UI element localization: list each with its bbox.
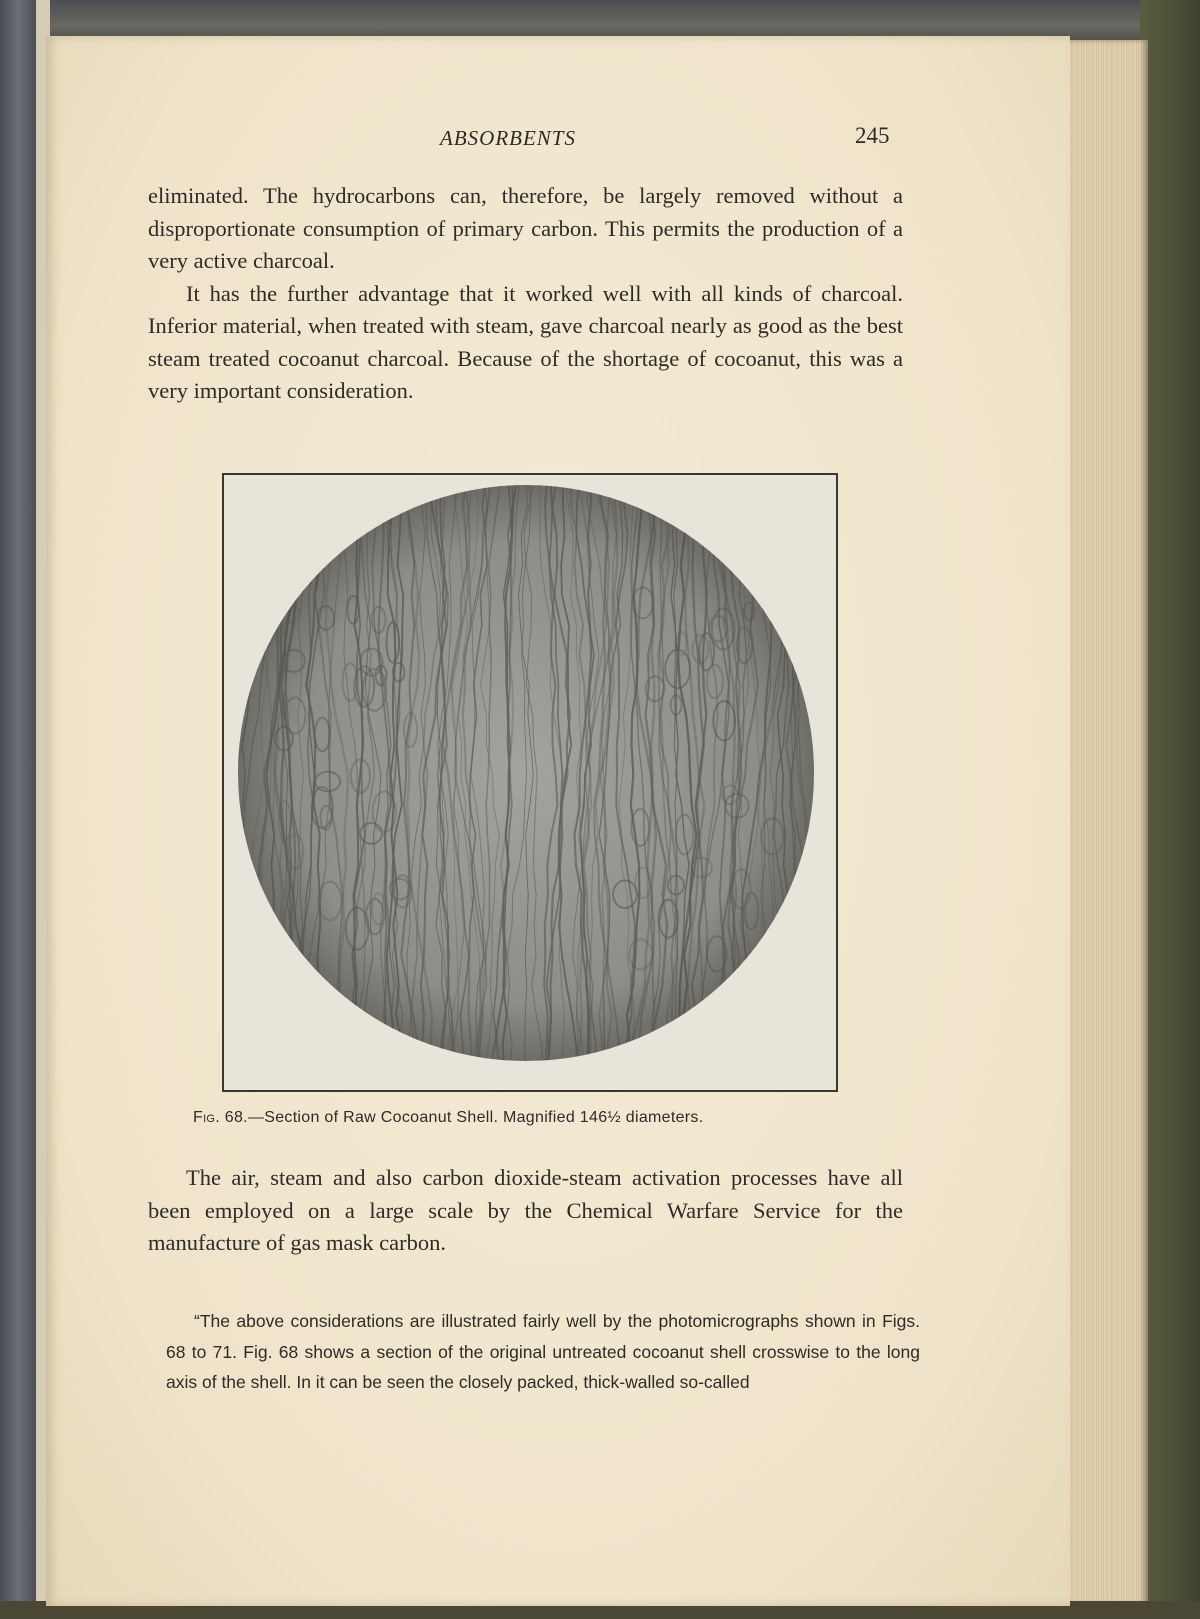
page-number: 245 — [855, 123, 890, 148]
page-stack-edges — [1062, 40, 1148, 1605]
paragraph: It has the further advantage that it worked well with all kinds of charcoal. Inferior material, when treated with steam, gave charcoal nearly as good as the best steam treated cocoanut charcoal. Because of the shortage of cocoanut, this was a very important consideration. — [148, 280, 903, 403]
figure-photomicrograph — [222, 473, 838, 1092]
running-title: ABSORBENTS — [440, 126, 576, 150]
paragraph: The air, steam and also carbon dioxide-steam activation processes have all been employed on a large scale by the Chemical Warfare Service for the manufacture of gas mask carbon. — [148, 1165, 903, 1255]
figure-label: Fig. 68. — [193, 1109, 248, 1126]
body-text-bottom — [148, 1162, 903, 1260]
cocoanut-shell-micrograph — [224, 475, 832, 1086]
paragraph: eliminated. The hydrocarbons can, therefore, be largely removed without a disproportionate consumption of primary carbon. This permits the production of a very active charcoal. — [148, 183, 903, 273]
quoted-text — [166, 1306, 920, 1398]
figure-caption — [193, 1109, 913, 1127]
book-cover-right-edge — [1140, 0, 1200, 1619]
body-text-top — [148, 180, 903, 408]
figure-caption-text: —Section of Raw Cocoanut Shell. Magnified 146½ diameters. — [247, 1109, 704, 1126]
quote-paragraph: “The above considerations are illustrated fairly well by the photomicrographs shown in Figs. 68 to 71. Fig. 68 shows a section of the original untreated cocoanut shell crosswise to the long axis of the shell. In it can be seen the closely packed, thick-walled so-called — [166, 1311, 920, 1392]
